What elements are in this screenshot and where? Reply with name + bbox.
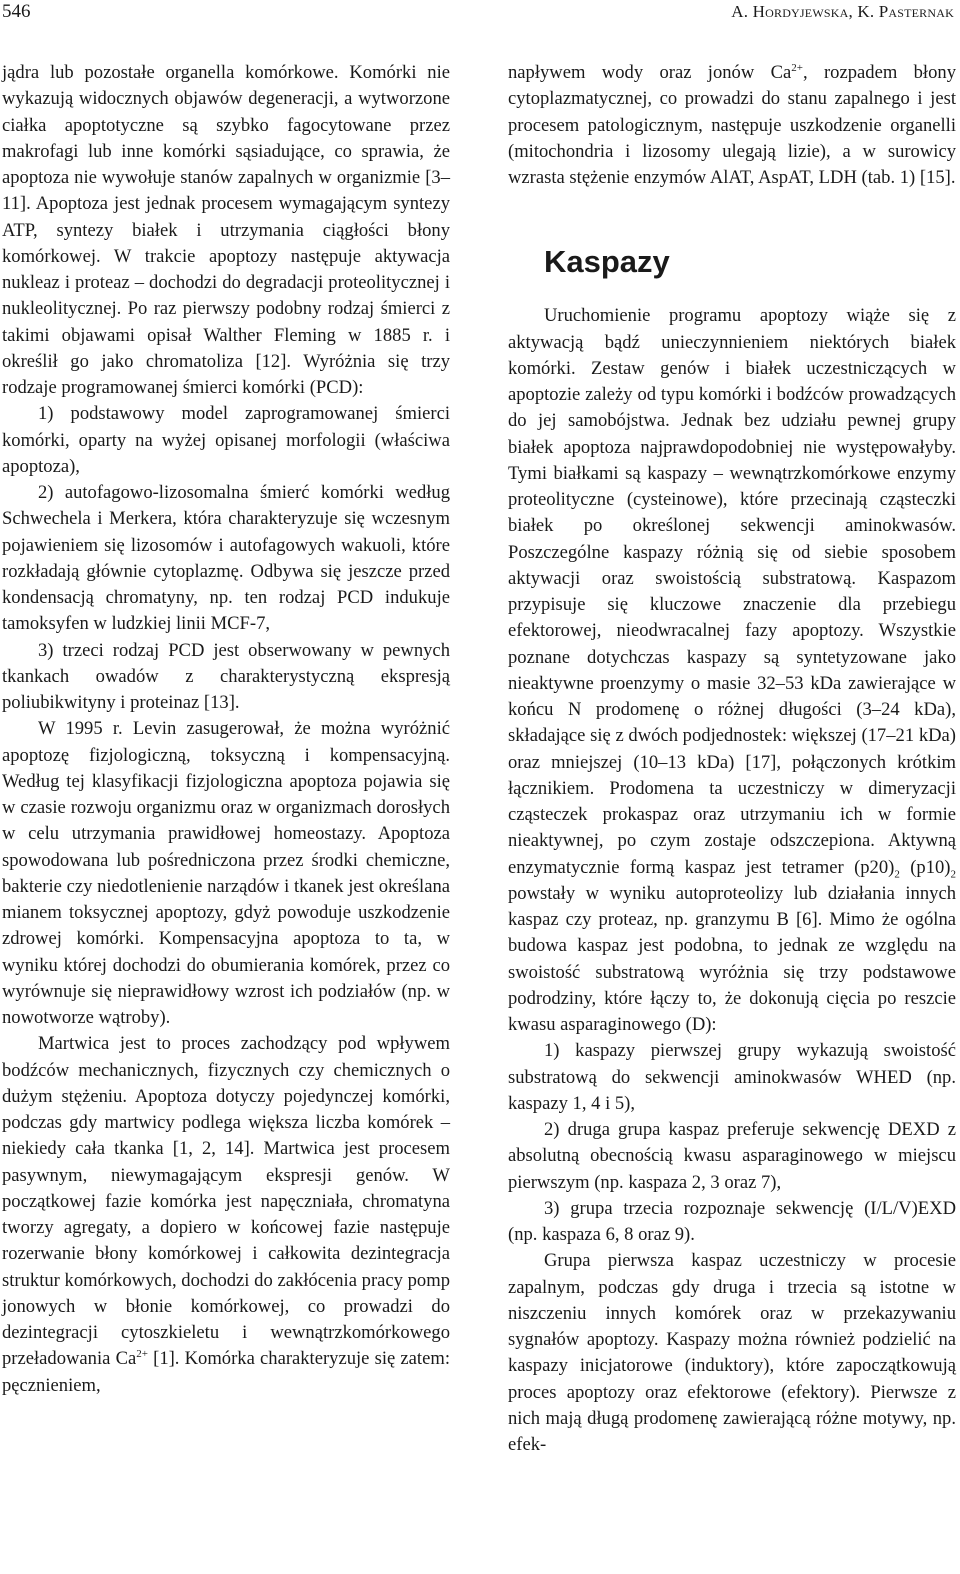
subscript: 2 bbox=[950, 868, 956, 881]
paragraph bbox=[508, 303, 956, 1038]
running-head-authors: A. Hordyjewska, K. Pasternak bbox=[731, 2, 954, 21]
section-heading: Kaspazy bbox=[544, 244, 670, 280]
page-number: 546 bbox=[2, 1, 31, 22]
paragraph-text: [1]. Komórka charakteryzuje się zatem: pęcznieniem, bbox=[2, 1348, 450, 1396]
paragraph-text: Martwica jest to proces zachodzący pod wpływem bodźców mechanicznych, fizycznych czy chemicznych o dużym stężeniu. Apoptoza dotyczy pojedynczej komórki, podczas gdy martwicy podlega większa liczba komórek – niekiedy cała tkanka [1, 2, 14]. Martwica jest procesem pasywnym, niewymagającym ekspresji genów. W początkowej fazie komórka jest napęczniała, chromatyna tworzy agregaty, a dopiero w końcowej fazie następuje rozerwanie błony komórkowej i całkowita dezintegracja struktur komórkowych, dochodzi do zakłócenia pracy pomp jonowych w błonie komórkowej, co prowadzi do dezintegracji cytoszkieletu i wewnątrzkomórkowego przeładowania Ca bbox=[2, 1033, 450, 1370]
paragraph: Grupa pierwsza kaspaz uczestniczy w procesie zapalnym, podczas gdy druga i trzecia są istotne w niszczeniu innych komórek oraz w przekazywaniu sygnałów apoptozy. Kaspazy można również podzielić na kaspazy inicjatorowe (induktory), które zapoczątkowują proces apoptozy oraz efektorowe (efektory). Pierwsze z nich mają długą prodomenę zawierającą różne motywy, np. efek- bbox=[508, 1250, 956, 1455]
list-item: 1) kaspazy pierwszej grupy wykazują swoistość substratową do sekwencji aminokwasów WHED (np. kaspazy 1, 4 i 5), bbox=[508, 1040, 956, 1114]
paragraph-text: (p10) bbox=[899, 856, 951, 878]
superscript: 2+ bbox=[791, 61, 803, 74]
paragraph-text: Uruchomienie programu apoptozy wiąże się z aktywacją bądź unieczynnieniem niektórych białek komórki. Zestaw genów i białek uczestniczących w apoptozie zależy od typu komórki i bodźców prowadzących do jej samobójstwa. Jednak bez udziału pewnej grupy białek apoptoza najprawdopodobniej nie występowałyby. Tymi białkami są kaspazy – wewnątrzkomórkowe enzymy proteolityczne (cysteinowe), które przecinają cząsteczki białek po określonej sekwencji aminokwasów. Poszczególne kaspazy różnią się od siebie sposobem aktywacji oraz swoistością substratową. Kaspazom przypisuje się kluczowe znaczenie dla przebiegu efektorowej, nieodwracalnej fazy apoptozy. Wszystkie poznane dotychczas kaspazy są syntetyzowane jako nieaktywne proenzymy o masie 32–53 kDa zawierające w końcu N prodomenę o różnej długości (3–24 kDa), składające się z dwóch podjednostek: większej (17–21 kDa) oraz mniejszej (10–13 kDa) [17], połączonych krótkim łącznikiem. Prodomena ta uczestniczy w dimeryzacji cząsteczek prokaspaz oraz utrzymaniu ich w formie nieaktywnej, po czym zostaje odszczepiona. Aktywną enzymatycznie formą kaspaz jest tetramer (p20) bbox=[508, 305, 956, 878]
list-item: 3) grupa trzecia rozpoznaje sekwencję (I/L/V)EXD (np. kaspaza 6, 8 oraz 9). bbox=[508, 1197, 956, 1245]
paragraph: W 1995 r. Levin zasugerował, że można wyróżnić apoptozę fizjologiczną, toksyczną i kompensacyjną. Według tej klasyfikacji fizjologiczna apoptoza pojawia się w czasie rozwoju organizmu oraz w organizmach dorosłych w celu utrzymania prawidłowej homeostazy. Apoptoza spowodowana lub pośredniczona przez środki chemiczne, bakterie czy niedotlenienie narządów i tkanek jest określana mianem toksycznej apoptozy, gdyż powoduje uszkodzenie zdrowej komórki. Kompensacyjna apoptoza to ta, w wyniku której dochodzi do obumierania komórek, przez co wyrównuje się nieprawidłowy wzrost ich podziałów (np. w nowotworze wątroby). bbox=[2, 718, 450, 1028]
superscript: 2+ bbox=[136, 1348, 148, 1361]
paragraph: jądra lub pozostałe organella komórkowe. Komórki nie wykazują widocznych objawów degeneracji, a wytworzone ciałka apoptotyczne są szybko fagocytowane przez makrofagi lub inne komórki sąsiadujące, co sprawia, że apoptoza nie wywołuje stanów zapalnych w organizmie [3–11]. Apoptoza jest jednak procesem wymagającym syntezy ATP, syntezy białek i utrzymania ciągłości błony komórkowej. W trakcie apoptozy następuje aktywacja nukleaz i proteaz – dochodzi do degradacji proteolitycznej i nukleolitycznej. Po raz pierwszy podobny rodzaj śmierci z takimi objawami opisał Walther Fleming w 1885 r. i określił go jako chromatoliza [12]. Wyróżnia się trzy rodzaje programowanej śmierci komórki (PCD): bbox=[2, 62, 450, 398]
paragraph bbox=[2, 1031, 450, 1399]
left-column bbox=[2, 60, 450, 1399]
list-item: 2) druga grupa kaspaz preferuje sekwencję DEXD z absolutną obecnością kwasu asparaginowego w miejscu pierwszym (np. kaspaza 2, 3 oraz 7), bbox=[508, 1119, 956, 1193]
paragraph-text: powstały w wyniku autoproteolizy lub działania innych kaspaz czy proteaz, np. granzymu B [6]. Mimo że ogólna budowa kaspaz jest podobna, to jednak ze względu na swoistość substratową wyróżnia się trzy podstawowe podrodziny, które łączy to, że dokonują cięcia po reszcie kwasu asparaginowego (D): bbox=[508, 882, 956, 1035]
page-header bbox=[0, 0, 960, 30]
list-item: 1) podstawowy model zaprogramowanej śmierci komórki, oparty na wyżej opisanej morfologii (właściwa apoptoza), bbox=[2, 403, 450, 477]
paragraph-text: napływem wody oraz jonów Ca bbox=[508, 62, 792, 83]
paragraph bbox=[508, 60, 956, 191]
list-item: 3) trzeci rodzaj PCD jest obserwowany w pewnych tkankach owadów z charakterystyczną ekspresją poliubikwityny i proteinaz [13]. bbox=[2, 639, 450, 713]
subscript: 2 bbox=[894, 868, 900, 881]
paragraph-text: , rozpadem błony cytoplazmatycznej, co prowadzi do stanu zapalnego i jest procesem patologicznym, następuje uszkodzenie organelli (mitochondria i lizosomy ulegają lizie), a w surowicy wzrasta stężenie enzymów AlAT, AspAT, LDH (tab. 1) [15]. bbox=[508, 62, 956, 188]
list-item: 2) autofagowo-lizosomalna śmierć komórki według Schwechela i Merkera, która charakteryzuje się wczesnym pojawieniem się lizosomów i autofagowych wakuoli, które rozkładają głównie cytoplazmę. Odbywa się jeszcze przed kondensacją chromatyny, np. ten rodzaj PCD indukuje tamoksyfen w ludzkiej linii MCF-7, bbox=[2, 482, 450, 635]
right-column bbox=[508, 60, 956, 1458]
